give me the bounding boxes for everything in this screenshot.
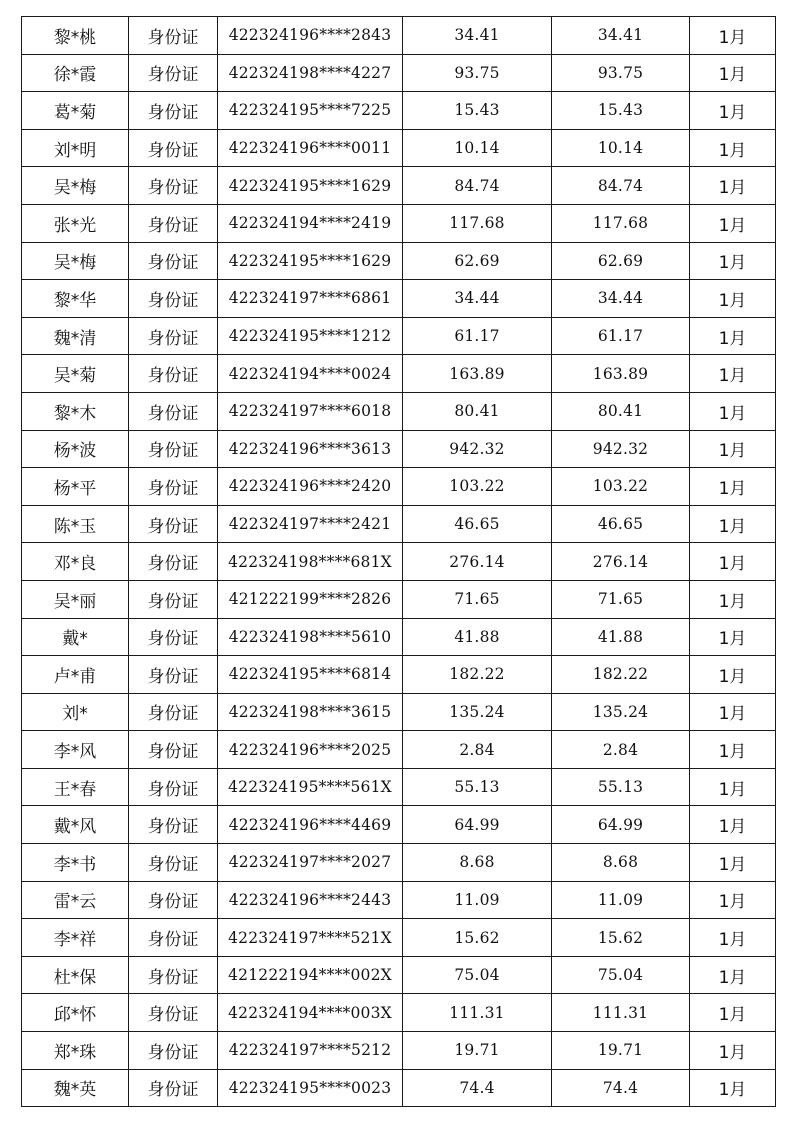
name-cell: 吴*梅 <box>22 242 129 280</box>
paid-amount-cell: 163.89 <box>552 355 690 393</box>
amount-cell: 75.04 <box>403 956 552 994</box>
id-type-cell: 身份证 <box>129 956 218 994</box>
amount-cell: 64.99 <box>403 806 552 844</box>
id-type-cell: 身份证 <box>129 656 218 694</box>
table-row <box>22 242 776 280</box>
month-cell: 1月 <box>690 54 776 92</box>
paid-amount-cell: 34.41 <box>552 17 690 55</box>
name-cell: 戴* <box>22 618 129 656</box>
table-row <box>22 129 776 167</box>
month-cell: 1月 <box>690 919 776 957</box>
amount-cell: 163.89 <box>403 355 552 393</box>
name-cell: 刘*明 <box>22 129 129 167</box>
paid-amount-cell: 8.68 <box>552 844 690 882</box>
id-type-cell: 身份证 <box>129 731 218 769</box>
paid-amount-cell: 135.24 <box>552 693 690 731</box>
name-cell: 张*光 <box>22 204 129 242</box>
id-number-cell: 422324196****2025 <box>218 731 403 769</box>
name-cell: 邓*良 <box>22 543 129 581</box>
id-number-cell: 422324195****1212 <box>218 317 403 355</box>
name-cell: 王*春 <box>22 768 129 806</box>
id-number-cell: 422324195****1629 <box>218 167 403 205</box>
id-type-cell: 身份证 <box>129 1069 218 1107</box>
amount-cell: 182.22 <box>403 656 552 694</box>
id-type-cell: 身份证 <box>129 242 218 280</box>
table-row <box>22 768 776 806</box>
id-type-cell: 身份证 <box>129 844 218 882</box>
amount-cell: 117.68 <box>403 204 552 242</box>
month-cell: 1月 <box>690 280 776 318</box>
paid-amount-cell: 10.14 <box>552 129 690 167</box>
name-cell: 李*祥 <box>22 919 129 957</box>
table-row <box>22 167 776 205</box>
month-cell: 1月 <box>690 468 776 506</box>
id-type-cell: 身份证 <box>129 54 218 92</box>
id-number-cell: 422324196****0011 <box>218 129 403 167</box>
id-type-cell: 身份证 <box>129 881 218 919</box>
name-cell: 吴*丽 <box>22 580 129 618</box>
amount-cell: 2.84 <box>403 731 552 769</box>
name-cell: 徐*霞 <box>22 54 129 92</box>
amount-cell: 15.62 <box>403 919 552 957</box>
id-number-cell: 422324197****2421 <box>218 505 403 543</box>
id-type-cell: 身份证 <box>129 317 218 355</box>
table-row <box>22 919 776 957</box>
id-type-cell: 身份证 <box>129 768 218 806</box>
name-cell: 邱*怀 <box>22 994 129 1032</box>
id-number-cell: 422324198****4227 <box>218 54 403 92</box>
amount-cell: 55.13 <box>403 768 552 806</box>
table-row <box>22 580 776 618</box>
month-cell: 1月 <box>690 994 776 1032</box>
id-number-cell: 422324195****6814 <box>218 656 403 694</box>
id-type-cell: 身份证 <box>129 580 218 618</box>
id-number-cell: 422324196****3613 <box>218 430 403 468</box>
month-cell: 1月 <box>690 167 776 205</box>
month-cell: 1月 <box>690 17 776 55</box>
id-number-cell: 422324196****2420 <box>218 468 403 506</box>
amount-cell: 942.32 <box>403 430 552 468</box>
id-type-cell: 身份证 <box>129 468 218 506</box>
id-number-cell: 421222199****2826 <box>218 580 403 618</box>
month-cell: 1月 <box>690 355 776 393</box>
month-cell: 1月 <box>690 242 776 280</box>
id-type-cell: 身份证 <box>129 204 218 242</box>
month-cell: 1月 <box>690 731 776 769</box>
id-number-cell: 422324198****3615 <box>218 693 403 731</box>
paid-amount-cell: 62.69 <box>552 242 690 280</box>
paid-amount-cell: 41.88 <box>552 618 690 656</box>
name-cell: 刘* <box>22 693 129 731</box>
id-type-cell: 身份证 <box>129 994 218 1032</box>
month-cell: 1月 <box>690 618 776 656</box>
month-cell: 1月 <box>690 430 776 468</box>
id-number-cell: 422324195****0023 <box>218 1069 403 1107</box>
paid-amount-cell: 15.62 <box>552 919 690 957</box>
table-body <box>22 17 776 1107</box>
paid-amount-cell: 15.43 <box>552 92 690 130</box>
paid-amount-cell: 46.65 <box>552 505 690 543</box>
id-number-cell: 422324198****681X <box>218 543 403 581</box>
id-type-cell: 身份证 <box>129 543 218 581</box>
name-cell: 黎*木 <box>22 392 129 430</box>
amount-cell: 84.74 <box>403 167 552 205</box>
paid-amount-cell: 111.31 <box>552 994 690 1032</box>
amount-cell: 10.14 <box>403 129 552 167</box>
month-cell: 1月 <box>690 92 776 130</box>
paid-amount-cell: 11.09 <box>552 881 690 919</box>
paid-amount-cell: 34.44 <box>552 280 690 318</box>
amount-cell: 41.88 <box>403 618 552 656</box>
name-cell: 魏*清 <box>22 317 129 355</box>
name-cell: 陈*玉 <box>22 505 129 543</box>
id-number-cell: 422324197****6018 <box>218 392 403 430</box>
month-cell: 1月 <box>690 693 776 731</box>
table-row <box>22 1069 776 1107</box>
amount-cell: 62.69 <box>403 242 552 280</box>
table-row <box>22 430 776 468</box>
amount-cell: 103.22 <box>403 468 552 506</box>
amount-cell: 80.41 <box>403 392 552 430</box>
id-number-cell: 422324194****0024 <box>218 355 403 393</box>
table-row <box>22 505 776 543</box>
name-cell: 葛*菊 <box>22 92 129 130</box>
id-type-cell: 身份证 <box>129 806 218 844</box>
paid-amount-cell: 2.84 <box>552 731 690 769</box>
id-type-cell: 身份证 <box>129 1032 218 1070</box>
month-cell: 1月 <box>690 392 776 430</box>
month-cell: 1月 <box>690 204 776 242</box>
id-type-cell: 身份证 <box>129 430 218 468</box>
paid-amount-cell: 182.22 <box>552 656 690 694</box>
id-type-cell: 身份证 <box>129 355 218 393</box>
paid-amount-cell: 117.68 <box>552 204 690 242</box>
month-cell: 1月 <box>690 1069 776 1107</box>
paid-amount-cell: 276.14 <box>552 543 690 581</box>
table-row <box>22 543 776 581</box>
id-number-cell: 422324194****2419 <box>218 204 403 242</box>
month-cell: 1月 <box>690 543 776 581</box>
id-number-cell: 422324194****003X <box>218 994 403 1032</box>
amount-cell: 276.14 <box>403 543 552 581</box>
id-type-cell: 身份证 <box>129 919 218 957</box>
id-number-cell: 422324198****5610 <box>218 618 403 656</box>
paid-amount-cell: 64.99 <box>552 806 690 844</box>
table-row <box>22 17 776 55</box>
id-type-cell: 身份证 <box>129 505 218 543</box>
month-cell: 1月 <box>690 768 776 806</box>
amount-cell: 71.65 <box>403 580 552 618</box>
amount-cell: 19.71 <box>403 1032 552 1070</box>
id-number-cell: 422324196****2843 <box>218 17 403 55</box>
name-cell: 黎*桃 <box>22 17 129 55</box>
id-type-cell: 身份证 <box>129 17 218 55</box>
table-row <box>22 280 776 318</box>
name-cell: 黎*华 <box>22 280 129 318</box>
table-row <box>22 468 776 506</box>
name-cell: 杜*保 <box>22 956 129 994</box>
month-cell: 1月 <box>690 656 776 694</box>
table-row <box>22 92 776 130</box>
amount-cell: 34.44 <box>403 280 552 318</box>
table-row <box>22 392 776 430</box>
id-number-cell: 422324196****2443 <box>218 881 403 919</box>
id-number-cell: 422324197****521X <box>218 919 403 957</box>
id-number-cell: 422324195****7225 <box>218 92 403 130</box>
id-number-cell: 422324197****5212 <box>218 1032 403 1070</box>
paid-amount-cell: 80.41 <box>552 392 690 430</box>
name-cell: 魏*英 <box>22 1069 129 1107</box>
table-row <box>22 806 776 844</box>
table-row <box>22 656 776 694</box>
month-cell: 1月 <box>690 956 776 994</box>
payment-table <box>21 16 776 1107</box>
id-type-cell: 身份证 <box>129 92 218 130</box>
amount-cell: 135.24 <box>403 693 552 731</box>
month-cell: 1月 <box>690 317 776 355</box>
month-cell: 1月 <box>690 580 776 618</box>
paid-amount-cell: 103.22 <box>552 468 690 506</box>
amount-cell: 34.41 <box>403 17 552 55</box>
amount-cell: 46.65 <box>403 505 552 543</box>
table-row <box>22 881 776 919</box>
id-type-cell: 身份证 <box>129 618 218 656</box>
month-cell: 1月 <box>690 881 776 919</box>
amount-cell: 61.17 <box>403 317 552 355</box>
table-row <box>22 844 776 882</box>
amount-cell: 111.31 <box>403 994 552 1032</box>
name-cell: 吴*梅 <box>22 167 129 205</box>
amount-cell: 74.4 <box>403 1069 552 1107</box>
table-row <box>22 618 776 656</box>
amount-cell: 11.09 <box>403 881 552 919</box>
id-number-cell: 422324197****2027 <box>218 844 403 882</box>
id-type-cell: 身份证 <box>129 392 218 430</box>
name-cell: 郑*珠 <box>22 1032 129 1070</box>
name-cell: 戴*风 <box>22 806 129 844</box>
id-type-cell: 身份证 <box>129 167 218 205</box>
table-row <box>22 731 776 769</box>
name-cell: 李*风 <box>22 731 129 769</box>
name-cell: 雷*云 <box>22 881 129 919</box>
paid-amount-cell: 84.74 <box>552 167 690 205</box>
name-cell: 李*书 <box>22 844 129 882</box>
month-cell: 1月 <box>690 1032 776 1070</box>
id-type-cell: 身份证 <box>129 693 218 731</box>
paid-amount-cell: 19.71 <box>552 1032 690 1070</box>
month-cell: 1月 <box>690 806 776 844</box>
paid-amount-cell: 71.65 <box>552 580 690 618</box>
paid-amount-cell: 74.4 <box>552 1069 690 1107</box>
paid-amount-cell: 93.75 <box>552 54 690 92</box>
id-number-cell: 422324195****1629 <box>218 242 403 280</box>
paid-amount-cell: 942.32 <box>552 430 690 468</box>
table-row <box>22 1032 776 1070</box>
table-row <box>22 693 776 731</box>
month-cell: 1月 <box>690 129 776 167</box>
table-row <box>22 317 776 355</box>
month-cell: 1月 <box>690 505 776 543</box>
id-number-cell: 422324196****4469 <box>218 806 403 844</box>
month-cell: 1月 <box>690 844 776 882</box>
paid-amount-cell: 61.17 <box>552 317 690 355</box>
name-cell: 卢*甫 <box>22 656 129 694</box>
table-row <box>22 956 776 994</box>
table-row <box>22 54 776 92</box>
name-cell: 杨*波 <box>22 430 129 468</box>
id-type-cell: 身份证 <box>129 280 218 318</box>
id-number-cell: 421222194****002X <box>218 956 403 994</box>
paid-amount-cell: 55.13 <box>552 768 690 806</box>
amount-cell: 8.68 <box>403 844 552 882</box>
id-type-cell: 身份证 <box>129 129 218 167</box>
id-number-cell: 422324195****561X <box>218 768 403 806</box>
name-cell: 吴*菊 <box>22 355 129 393</box>
table-row <box>22 355 776 393</box>
table-row <box>22 994 776 1032</box>
amount-cell: 15.43 <box>403 92 552 130</box>
table-row <box>22 204 776 242</box>
paid-amount-cell: 75.04 <box>552 956 690 994</box>
amount-cell: 93.75 <box>403 54 552 92</box>
id-number-cell: 422324197****6861 <box>218 280 403 318</box>
name-cell: 杨*平 <box>22 468 129 506</box>
